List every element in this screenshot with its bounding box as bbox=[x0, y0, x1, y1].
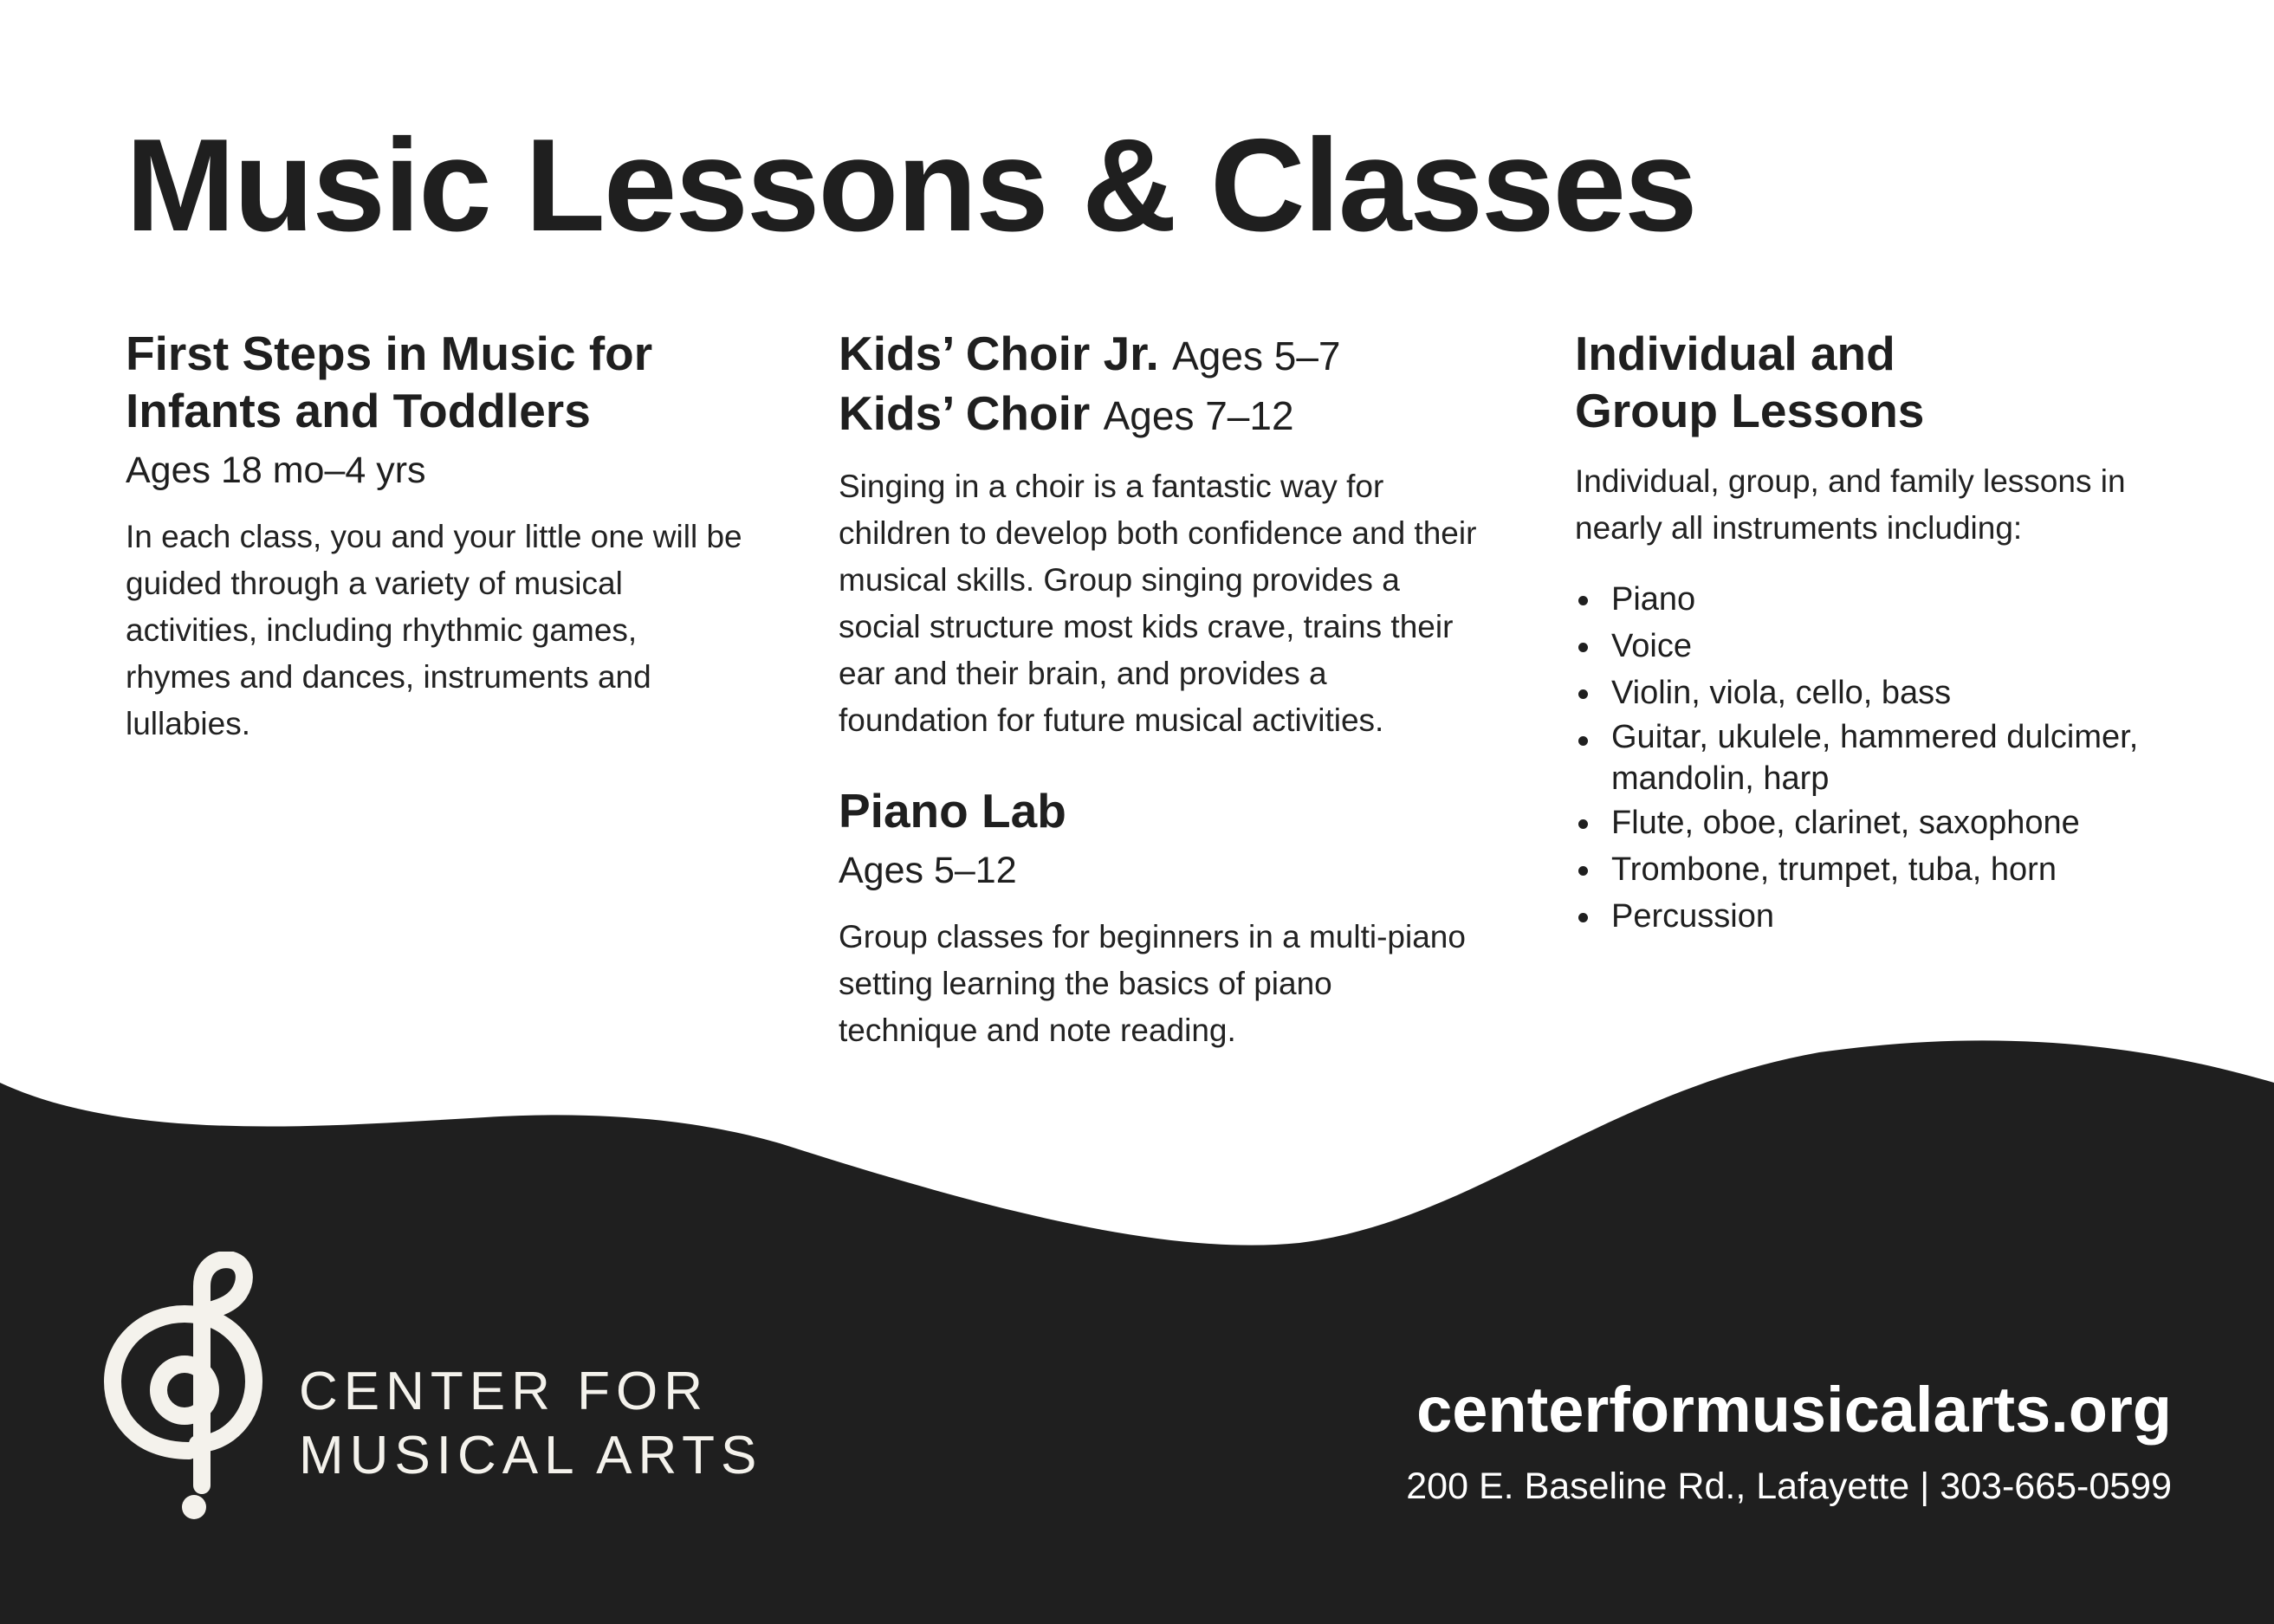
address-phone: 200 E. Baseline Rd., Lafayette | 303-665-0599 bbox=[1406, 1465, 2172, 1507]
instrument-item: Piano bbox=[1575, 576, 2199, 623]
piano-lab-ages: Ages 5–12 bbox=[839, 850, 1017, 891]
website-link[interactable]: centerformusicalarts.org bbox=[1416, 1374, 2172, 1446]
logo-wordmark-line2: MUSICAL ARTS bbox=[299, 1426, 763, 1485]
first-steps-heading-line2: Infants and Toddlers bbox=[126, 384, 591, 437]
instrument-item: Violin, viola, cello, bass bbox=[1575, 670, 2199, 716]
piano-lab-description: Group classes for beginners in a multi-piano setting learning the basics of piano technique and note reading. bbox=[839, 919, 1466, 1048]
first-steps-description: In each class, you and your little one will be guided through a variety of musical activities, including rhythmic games, rhymes and dances, instruments and lullabies. bbox=[126, 519, 742, 741]
kids-choir-jr-name: Kids’ Choir Jr. bbox=[839, 327, 1159, 380]
piano-lab-heading: Piano Lab bbox=[839, 784, 1066, 838]
instrument-item: Flute, oboe, clarinet, saxophone bbox=[1575, 799, 2199, 846]
lessons-heading-line1: Individual and bbox=[1575, 327, 1895, 380]
first-steps-heading-line1: First Steps in Music for bbox=[126, 327, 653, 380]
lessons-description: Individual, group, and family lessons in nearly all instruments including: bbox=[1575, 463, 2126, 546]
logo-wordmark bbox=[299, 1360, 762, 1488]
first-steps-ages: Ages 18 mo–4 yrs bbox=[126, 450, 426, 491]
instrument-item: Trombone, trumpet, tuba, horn bbox=[1575, 846, 2199, 893]
kids-choir-description: Singing in a choir is a fantastic way for children to develop both confidence and their musical skills. Group singing provides a social structure most kids crave, trains their ear and their brain, and provides a foundation for future musical activities. bbox=[839, 469, 1477, 738]
lessons-heading-line2: Group Lessons bbox=[1575, 384, 1925, 437]
page-title: Music Lessons & Classes bbox=[126, 112, 1696, 259]
kids-choir-jr-ages: Ages 5–7 bbox=[1172, 333, 1341, 379]
logo-wordmark-line1: CENTER FOR bbox=[299, 1362, 709, 1421]
instrument-item: Guitar, ukulele, hammered dulcimer, mandolin, harp bbox=[1575, 716, 2199, 799]
kids-choir-ages: Ages 7–12 bbox=[1103, 393, 1294, 438]
treble-clef-logo-icon bbox=[102, 1252, 275, 1529]
kids-choir-name: Kids’ Choir bbox=[839, 386, 1091, 440]
instrument-item: Percussion bbox=[1575, 893, 2199, 940]
instrument-item: Voice bbox=[1575, 623, 2199, 670]
